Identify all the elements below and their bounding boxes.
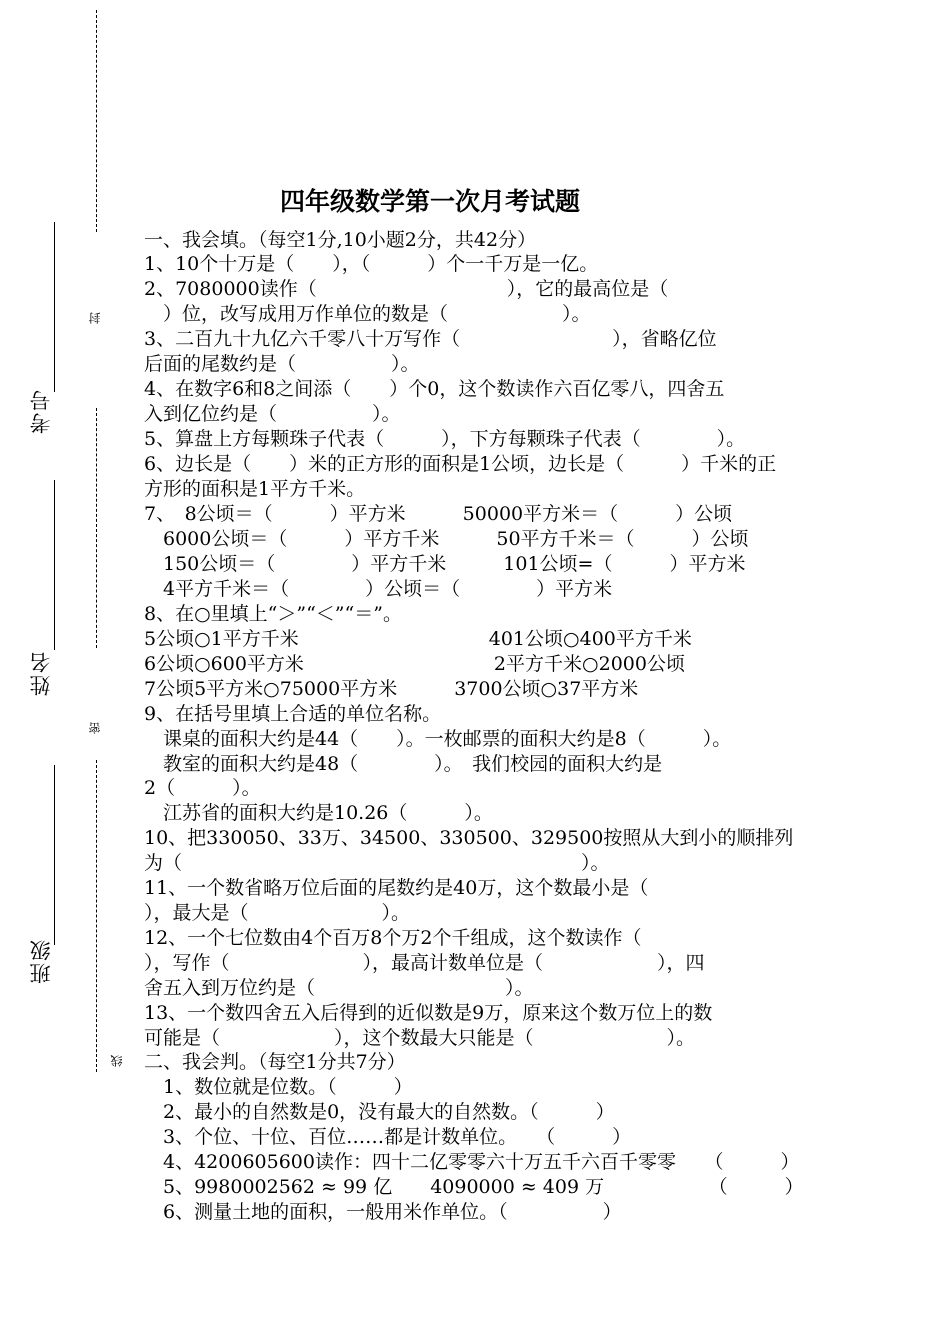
question-line: 5、算盘上方每颗珠子代表（ ），下方每颗珠子代表（ ）。 bbox=[144, 428, 746, 450]
question-line: 舍五入到万位约是（ ）。 bbox=[144, 977, 534, 999]
name-fill-line[interactable] bbox=[54, 480, 55, 650]
question-line: 课桌的面积大约是44（ ）。一枚邮票的面积大约是8（ ）。 bbox=[144, 728, 732, 750]
question-line: 1、10个十万是（ ），（ ）个一千万是一亿。 bbox=[144, 253, 599, 275]
question-line: ）位，改写成用万作单位的数是（ ）。 bbox=[144, 303, 591, 325]
question-line: 二、我会判。（每空1分共7分） bbox=[144, 1051, 406, 1073]
question-line: 6公顷○600平方米 2平方千米○2000公顷 bbox=[144, 653, 685, 675]
question-line: 4、4200605600读作：四十二亿零零六十万五千六百千零零 （ ） bbox=[144, 1151, 800, 1173]
class-fill-line[interactable] bbox=[54, 765, 55, 945]
class-label: 班级 bbox=[29, 938, 53, 984]
dashed-binding-line-bottom bbox=[96, 760, 97, 1072]
question-line: 7公顷5平方米○75000平方米 3700公顷○37平方米 bbox=[144, 678, 639, 700]
question-line: 6、测量土地的面积，一般用米作单位。（ ） bbox=[144, 1201, 622, 1223]
exam-no-fill-line[interactable] bbox=[54, 222, 55, 392]
seal-mark-mi: 密 bbox=[88, 722, 102, 734]
question-line: 6000公顷＝（ ）平方千米 50平方千米＝（ ）公顷 bbox=[144, 528, 749, 550]
question-line: 3、二百九十九亿六千零八十万写作（ ），省略亿位 bbox=[144, 328, 717, 350]
seal-mark-xian: 线 bbox=[110, 1055, 124, 1067]
question-line: ），最大是（ ）。 bbox=[144, 902, 411, 924]
question-line: 12、一个七位数由4个百万8个万2个千组成，这个数读作（ bbox=[144, 927, 642, 949]
question-line: ），写作（ ），最高计数单位是（ ），四 bbox=[144, 952, 705, 974]
question-line: 入到亿位约是（ ）。 bbox=[144, 403, 401, 425]
question-line: 5、9980002562 ≈ 99 亿 4090000 ≈ 409 万 （ ） bbox=[144, 1176, 804, 1198]
question-line: 150公顷＝（ ）平方千米 101公顷=（ ）平方米 bbox=[144, 553, 746, 575]
question-line: 6、边长是（ ）米的正方形的面积是1公顷，边长是（ ）千米的正 bbox=[144, 453, 777, 475]
question-line: 10、把330050、33万、34500、330500、329500按照从大到小的顺排列 bbox=[144, 827, 794, 849]
question-line: 可能是（ ），这个数最大只能是（ ）。 bbox=[144, 1027, 696, 1049]
question-line: 13、一个数四舍五入后得到的近似数是9万，原来这个数万位上的数 bbox=[144, 1002, 713, 1024]
seal-mark-feng: 封 bbox=[88, 312, 102, 324]
question-line: 后面的尾数约是（ ）。 bbox=[144, 353, 420, 375]
exam-no-label: 考号 bbox=[29, 388, 53, 434]
question-line: 9、在括号里填上合适的单位名称。 bbox=[144, 703, 442, 725]
dashed-binding-line-middle bbox=[96, 408, 97, 648]
question-line: 7、 8公顷＝（ ）平方米 50000平方米＝（ ）公顷 bbox=[144, 503, 733, 525]
exam-title: 四年级数学第一次月考试题 bbox=[279, 187, 580, 216]
question-line: 一、我会填。（每空1分,10小题2分，共42分） bbox=[144, 229, 537, 251]
question-line: 2、7080000读作（ ），它的最高位是（ bbox=[144, 278, 669, 300]
question-line: 2（ ）。 bbox=[144, 777, 261, 799]
question-line: 11、一个数省略万位后面的尾数约是40万，这个数最小是（ bbox=[144, 877, 649, 899]
question-line: 教室的面积大约是48（ ）。 我们校园的面积大约是 bbox=[144, 753, 663, 775]
question-line: 5公顷○1平方千米 401公顷○400平方千米 bbox=[144, 628, 692, 650]
question-line: 为（ ）。 bbox=[144, 852, 610, 874]
question-line: 江苏省的面积大约是10.26（ ）。 bbox=[144, 802, 493, 824]
question-line: 方形的面积是1平方千米。 bbox=[144, 478, 366, 500]
question-line: 3、个位、十位、百位……都是计数单位。 （ ） bbox=[144, 1126, 632, 1148]
question-line: 4、在数字6和8之间添（ ）个0，这个数读作六百亿零八，四舍五 bbox=[144, 378, 725, 400]
question-line: 4平方千米＝（ ）公顷＝（ ）平方米 bbox=[144, 578, 613, 600]
name-label: 姓名 bbox=[29, 650, 53, 696]
question-line: 1、数位就是位数。（ ） bbox=[144, 1076, 413, 1098]
question-line: 8、在○里填上“＞”“＜”“＝”。 bbox=[144, 603, 402, 625]
question-line: 2、最小的自然数是0，没有最大的自然数。（ ） bbox=[144, 1101, 615, 1123]
